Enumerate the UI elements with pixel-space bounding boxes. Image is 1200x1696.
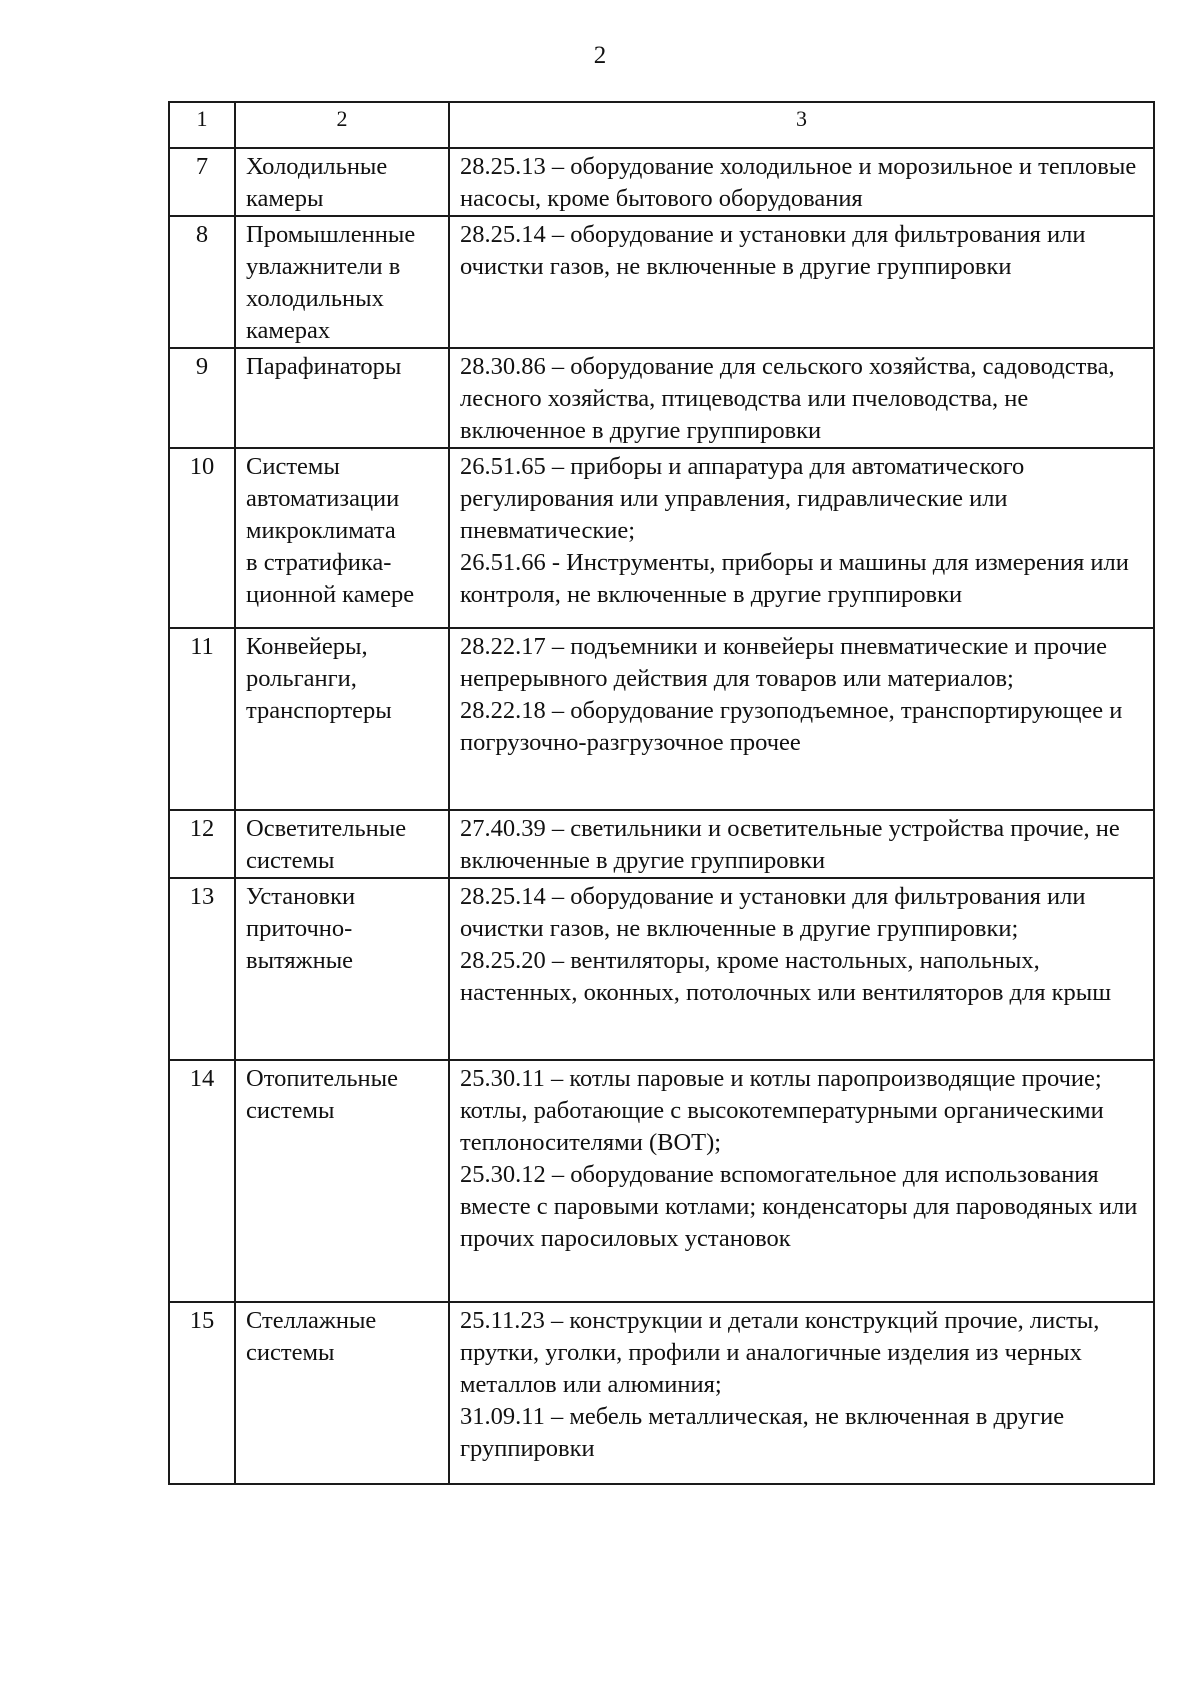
equipment-name-cell xyxy=(235,448,449,628)
header-cell-1: 1 xyxy=(169,102,235,148)
okpd-code-entry: 25.11.23 – конструкции и детали конструкций прочие, листы, прутки, уголки, профили и аналогичные изделия из черных металлов или алюминия; xyxy=(460,1307,1100,1398)
equipment-codes-table xyxy=(168,101,1155,1485)
equipment-name-line: Конвейеры, xyxy=(246,633,368,660)
equipment-name-cell xyxy=(235,628,449,810)
equipment-name-line: приточно- xyxy=(246,915,353,942)
equipment-name-line: ционной камере xyxy=(246,581,415,608)
okpd-code-entry: 25.30.12 – оборудование вспомогательное для использования вместе с паровыми котлами; конденсаторы для пароводяных или прочих паросиловых установок xyxy=(460,1161,1138,1252)
okpd-codes-cell xyxy=(449,628,1154,810)
row-number: 9 xyxy=(169,348,235,448)
row-number: 10 xyxy=(169,448,235,628)
table-row xyxy=(169,148,1154,216)
page-number: 2 xyxy=(593,42,607,69)
okpd-code-entry: 26.51.65 – приборы и аппаратура для автоматического регулирования или управления, гидравлические или пневматические; xyxy=(460,453,1025,544)
equipment-name-line: холодильных xyxy=(246,285,384,312)
equipment-name-cell xyxy=(235,878,449,1060)
equipment-name-cell xyxy=(235,348,449,448)
header-cell-2: 2 xyxy=(235,102,449,148)
okpd-code-entry: 28.25.20 – вентиляторы, кроме настольных, напольных, настенных, оконных, потолочных или вентиляторов для крыш xyxy=(460,947,1112,1006)
okpd-codes-cell xyxy=(449,448,1154,628)
row-number: 13 xyxy=(169,878,235,1060)
okpd-code-entry: 28.25.14 – оборудование и установки для фильтрования или очистки газов, не включенные в другие группировки; xyxy=(460,883,1086,942)
table-row xyxy=(169,1302,1154,1484)
header-cell-3: 3 xyxy=(449,102,1154,148)
equipment-name-cell xyxy=(235,810,449,878)
okpd-codes-cell xyxy=(449,878,1154,1060)
row-number: 7 xyxy=(169,148,235,216)
equipment-name-line: вытяжные xyxy=(246,947,354,974)
equipment-name-line: Установки xyxy=(246,883,356,910)
table-row xyxy=(169,1060,1154,1302)
okpd-code-entry: 28.25.13 – оборудование холодильное и морозильное и тепловые насосы, кроме бытового оборудования xyxy=(460,153,1137,212)
row-number: 12 xyxy=(169,810,235,878)
table-row xyxy=(169,216,1154,348)
equipment-name-line: камеры xyxy=(246,185,324,212)
equipment-name-cell xyxy=(235,148,449,216)
okpd-codes-cell xyxy=(449,216,1154,348)
equipment-name-line: системы xyxy=(246,1339,335,1366)
equipment-name-line: микроклимата xyxy=(246,517,396,544)
okpd-code-entry: 28.30.86 – оборудование для сельского хозяйства, садоводства, лесного хозяйства, птицеводства или пчеловодства, не включенное в другие группировки xyxy=(460,353,1115,444)
row-number: 14 xyxy=(169,1060,235,1302)
row-number: 11 xyxy=(169,628,235,810)
equipment-name-cell xyxy=(235,1302,449,1484)
equipment-name-line: системы xyxy=(246,847,335,874)
okpd-codes-cell xyxy=(449,348,1154,448)
okpd-code-entry: 28.22.18 – оборудование грузоподъемное, транспортирующее и погрузочно-разгрузочное прочее xyxy=(460,697,1123,756)
equipment-name-line: увлажнители в xyxy=(246,253,401,280)
equipment-name-line: автоматизации xyxy=(246,485,400,512)
table-row xyxy=(169,348,1154,448)
equipment-name-line: Стеллажные xyxy=(246,1307,377,1334)
equipment-name-line: в стратифика- xyxy=(246,549,392,576)
equipment-name-line: Парафинаторы xyxy=(246,353,402,380)
okpd-codes-cell xyxy=(449,1060,1154,1302)
equipment-name-line: Осветительные xyxy=(246,815,407,842)
equipment-name-line: Отопительные xyxy=(246,1065,398,1092)
okpd-code-entry: 25.30.11 – котлы паровые и котлы паропроизводящие прочие; котлы, работающие с высокотемпературными органическими теплоносителями (ВОТ); xyxy=(460,1065,1104,1156)
equipment-name-line: Промышленные xyxy=(246,221,416,248)
equipment-name-line: камерах xyxy=(246,317,331,344)
equipment-name-line: Системы xyxy=(246,453,340,480)
okpd-code-entry: 27.40.39 – светильники и осветительные устройства прочие, не включенные в другие группировки xyxy=(460,815,1120,874)
okpd-codes-cell xyxy=(449,810,1154,878)
okpd-code-entry: 26.51.66 - Инструменты, приборы и машины для измерения или контроля, не включенные в другие группировки xyxy=(460,549,1129,608)
table-row xyxy=(169,878,1154,1060)
okpd-codes-cell xyxy=(449,148,1154,216)
equipment-name-line: транспортеры xyxy=(246,697,392,724)
okpd-codes-cell xyxy=(449,1302,1154,1484)
table-row xyxy=(169,810,1154,878)
okpd-code-entry: 28.22.17 – подъемники и конвейеры пневматические и прочие непрерывного действия для товаров или материалов; xyxy=(460,633,1108,692)
table-row xyxy=(169,628,1154,810)
equipment-name-cell xyxy=(235,1060,449,1302)
row-number: 8 xyxy=(169,216,235,348)
row-number: 15 xyxy=(169,1302,235,1484)
equipment-name-line: системы xyxy=(246,1097,335,1124)
okpd-code-entry: 28.25.14 – оборудование и установки для фильтрования или очистки газов, не включенные в другие группировки xyxy=(460,221,1086,280)
equipment-name-line: рольганги, xyxy=(246,665,357,692)
table-header-row xyxy=(169,102,1154,148)
table-row xyxy=(169,448,1154,628)
equipment-name-cell xyxy=(235,216,449,348)
equipment-name-line: Холодильные xyxy=(246,153,388,180)
okpd-code-entry: 31.09.11 – мебель металлическая, не включенная в другие группировки xyxy=(460,1403,1065,1462)
